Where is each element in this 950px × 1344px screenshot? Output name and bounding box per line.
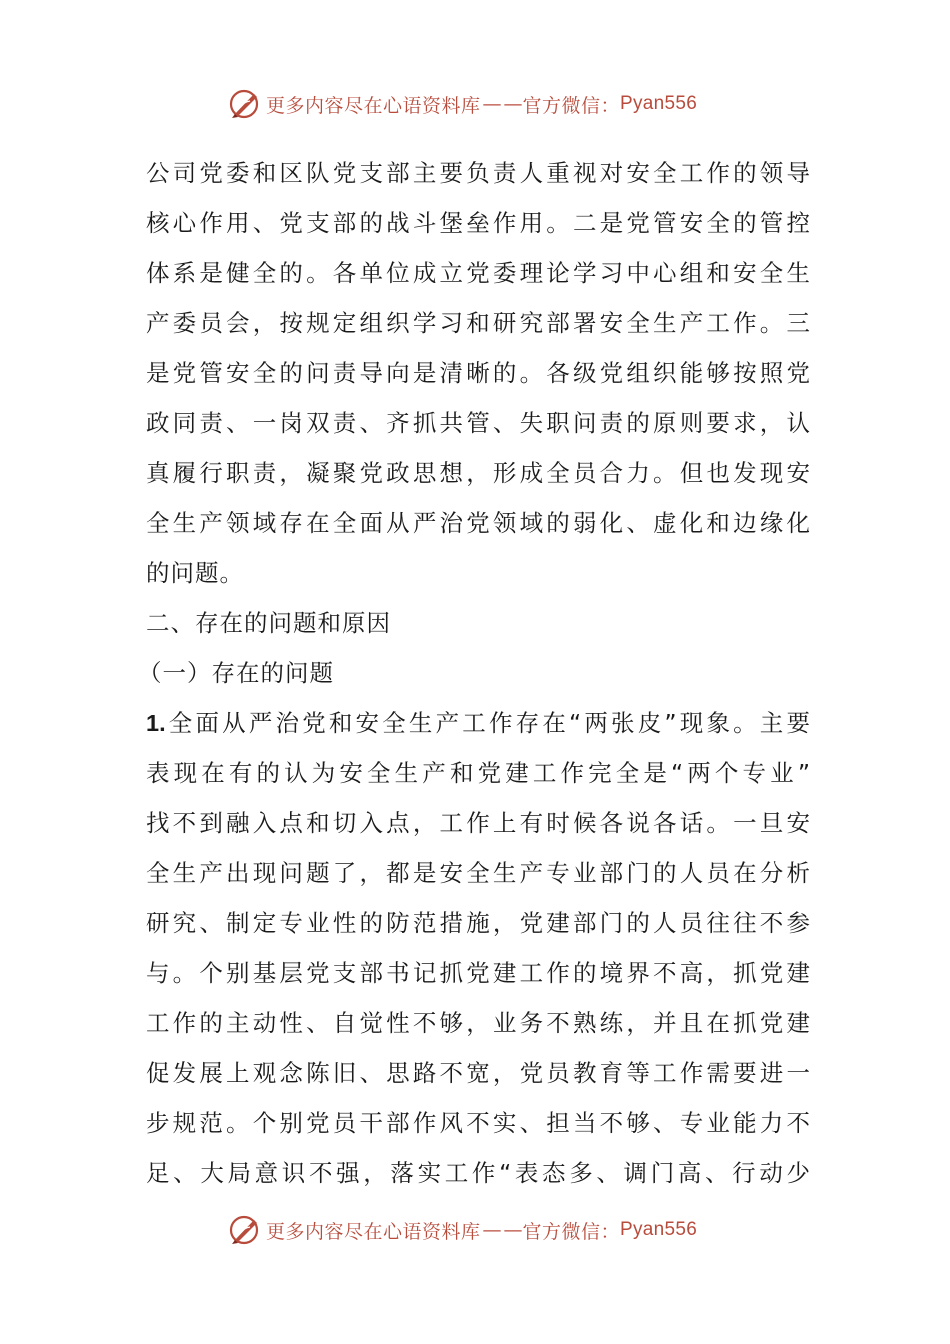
- watermark-prefix: 更多内容尽在心语资料库: [266, 1220, 481, 1243]
- text-line: 研究、制定专业性的防范措施，党建部门的人员往往不参: [146, 909, 810, 937]
- text-line: 促发展上观念陈旧、思路不宽，党员教育等工作需要进一: [146, 1059, 810, 1087]
- text-line: 全面从严治党和安全生产工作存在“两张皮”现象。主要: [165, 709, 810, 737]
- watermark-separator-2: —: [503, 93, 521, 115]
- watermark-prefix: 更多内容尽在心语资料库: [266, 94, 481, 117]
- text-line: 政同责、一岗双责、齐抓共管、失职问责的原则要求，认: [146, 409, 810, 437]
- watermark-id: Pyan556: [620, 93, 698, 114]
- pen-logo-icon: [228, 87, 262, 121]
- document-body: [138, 148, 810, 1198]
- watermark-separator-2: —: [503, 1219, 521, 1241]
- text-line: 公司党委和区队党支部主要负责人重视对安全工作的领导: [146, 159, 810, 187]
- text-line: 全生产出现问题了，都是安全生产专业部门的人员在分析: [146, 859, 810, 887]
- watermark-label: 官方微信：: [522, 1220, 621, 1243]
- text-line: 找不到融入点和切入点，工作上有时候各说各话。一旦安: [146, 809, 810, 837]
- list-item-first-line: [146, 698, 810, 748]
- text-line: 是党管安全的问责导向是清晰的。各级党组织能够按照党: [146, 359, 810, 387]
- watermark-separator: —: [482, 1219, 500, 1241]
- text-line: 表现在有的认为安全生产和党建工作完全是“两个专业”: [146, 759, 810, 787]
- watermark-footer: [228, 1212, 748, 1248]
- text-line: 产委员会，按规定组织学习和研究部署安全生产工作。三: [146, 309, 810, 337]
- text-line: 足、大局意识不强，落实工作“表态多、调门高、行动少: [146, 1159, 810, 1187]
- watermark-id: Pyan556: [620, 1219, 698, 1240]
- watermark-header: [228, 86, 748, 122]
- text-line: 工作的主动性、自觉性不够，业务不熟练，并且在抓党建: [146, 1009, 810, 1037]
- text-line: 体系是健全的。各单位成立党委理论学习中心组和安全生: [146, 259, 810, 287]
- section-heading: 二、存在的问题和原因: [146, 609, 391, 637]
- text-line: 核心作用、党支部的战斗堡垒作用。二是党管安全的管控: [146, 209, 810, 237]
- text-line: 真履行职责，凝聚党政思想，形成全员合力。但也发现安: [146, 459, 810, 487]
- text-line: 全生产领域存在全面从严治党领域的弱化、虚化和边缘化: [146, 509, 810, 537]
- text-line: 的问题。: [146, 559, 244, 587]
- watermark-label: 官方微信：: [522, 94, 621, 117]
- subsection-heading: （一）存在的问题: [138, 659, 334, 687]
- list-item-number: 1.: [146, 710, 166, 736]
- text-line: 与。个别基层党支部书记抓党建工作的境界不高，抓党建: [146, 959, 810, 987]
- pen-logo-icon: [228, 1213, 262, 1247]
- text-line: 步规范。个别党员干部作风不实、担当不够、专业能力不: [146, 1109, 810, 1137]
- watermark-separator: —: [482, 93, 500, 115]
